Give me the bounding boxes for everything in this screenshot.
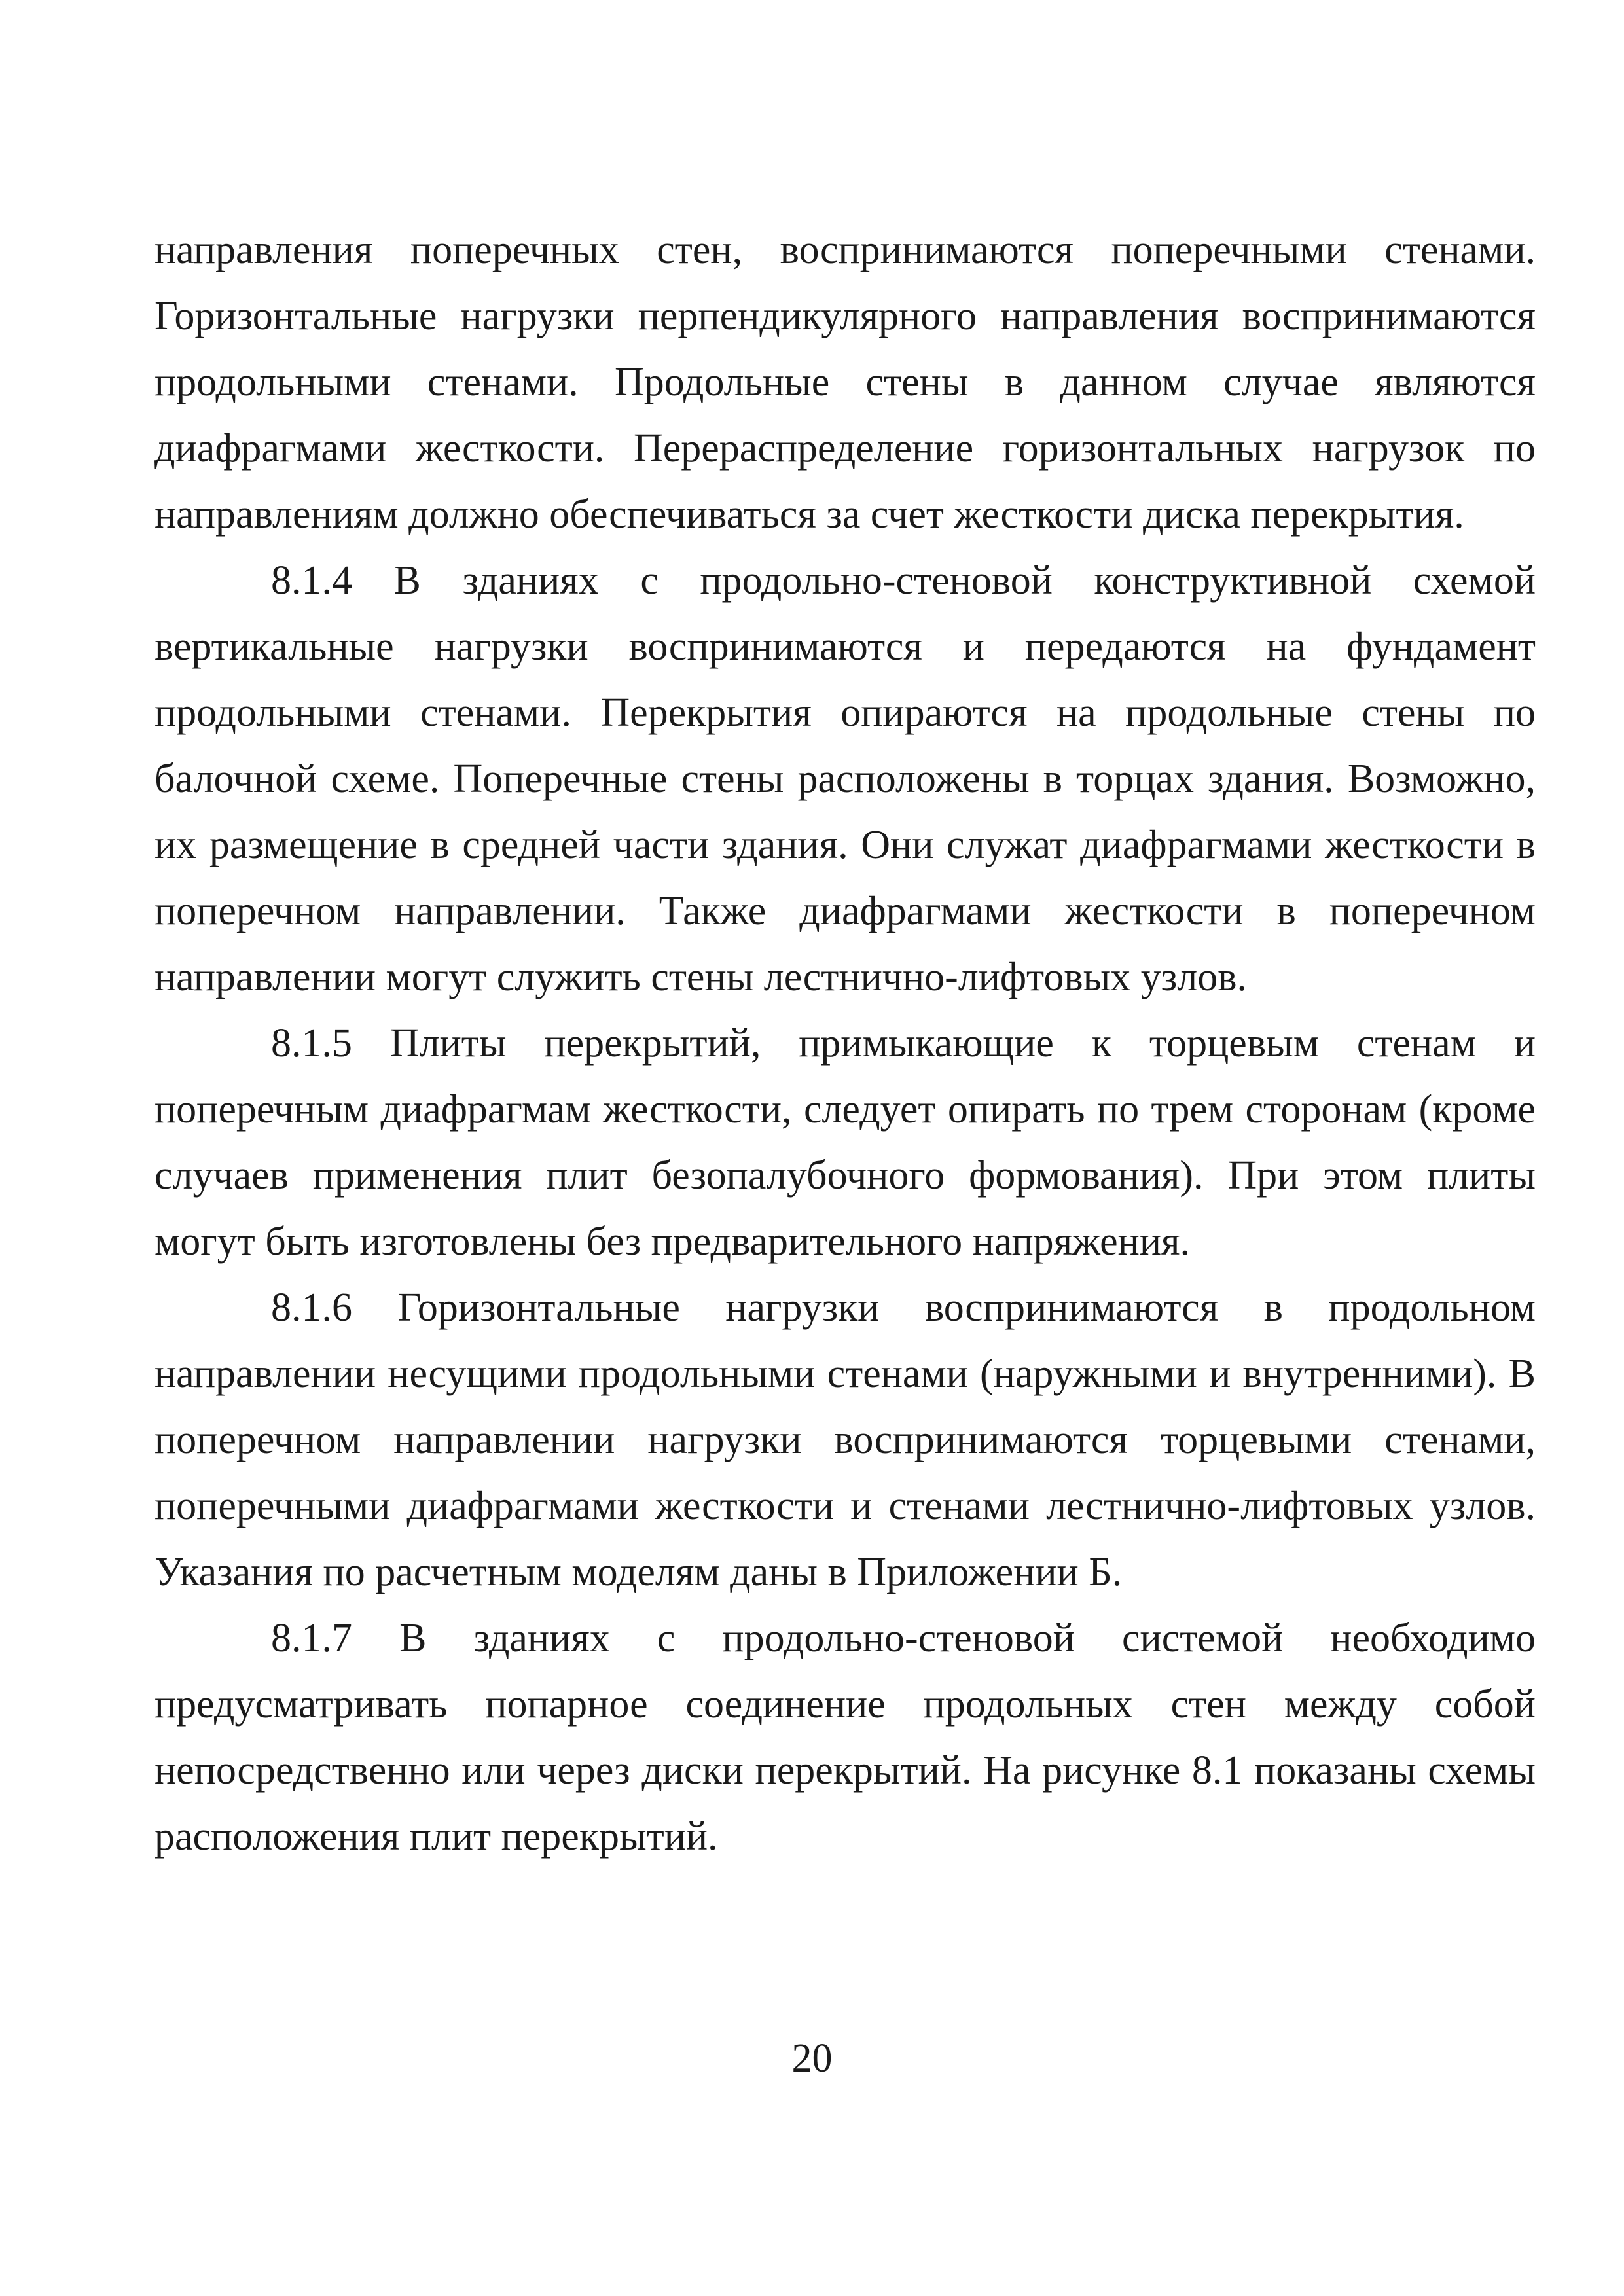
paragraph-8-1-7: 8.1.7 В зданиях с продольно-стеновой системой необходимо предусматривать попарное соединение продольных стен между собой непосредственно или через диски перекрытий. На рисунке 8.1 показаны схемы расположения плит перекрытий. (154, 1616, 1536, 1859)
body-text (154, 217, 1536, 1870)
paragraph-8-1-4: 8.1.4 В зданиях с продольно-стеновой конструктивной схемой вертикальные нагрузки воспринимаются и передаются на фундамент продольными стенами. Перекрытия опираются на продольные стены по балочной схеме. Поперечные стены расположены в торцах здания. Возможно, их размещение в средней части здания. Они служат диафрагмами жесткости в поперечном направлении. Также диафрагмами жесткости в поперечном направлении могут служить стены лестнично-лифтовых узлов. (154, 558, 1536, 999)
paragraph-continuation: направления поперечных стен, воспринимаются поперечными стенами. Горизонтальные нагрузки перпендикулярного направления воспринимаются продольными стенами. Продольные стены в данном случае являются диафрагмами жесткости. Перераспределение горизонтальных нагрузок по направлениям должно обеспечиваться за счет жесткости диска перекрытия. (154, 228, 1536, 537)
paragraph-8-1-5: 8.1.5 Плиты перекрытий, примыкающие к торцевым стенам и поперечным диафрагмам жесткости, следует опирать по трем сторонам (кроме случаев применения плит безопалубочного формования). При этом плиты могут быть изготовлены без предварительного напряжения. (154, 1021, 1536, 1264)
paragraph-8-1-6: 8.1.6 Горизонтальные нагрузки воспринимаются в продольном направлении несущими продольными стенами (наружными и внутренними). В поперечном направлении нагрузки воспринимаются торцевыми стенами, поперечными диафрагмами жесткости и стенами лестнично-лифтовых узлов. Указания по расчетным моделям даны в Приложении Б. (154, 1285, 1536, 1594)
page-number: 20 (791, 2036, 833, 2081)
